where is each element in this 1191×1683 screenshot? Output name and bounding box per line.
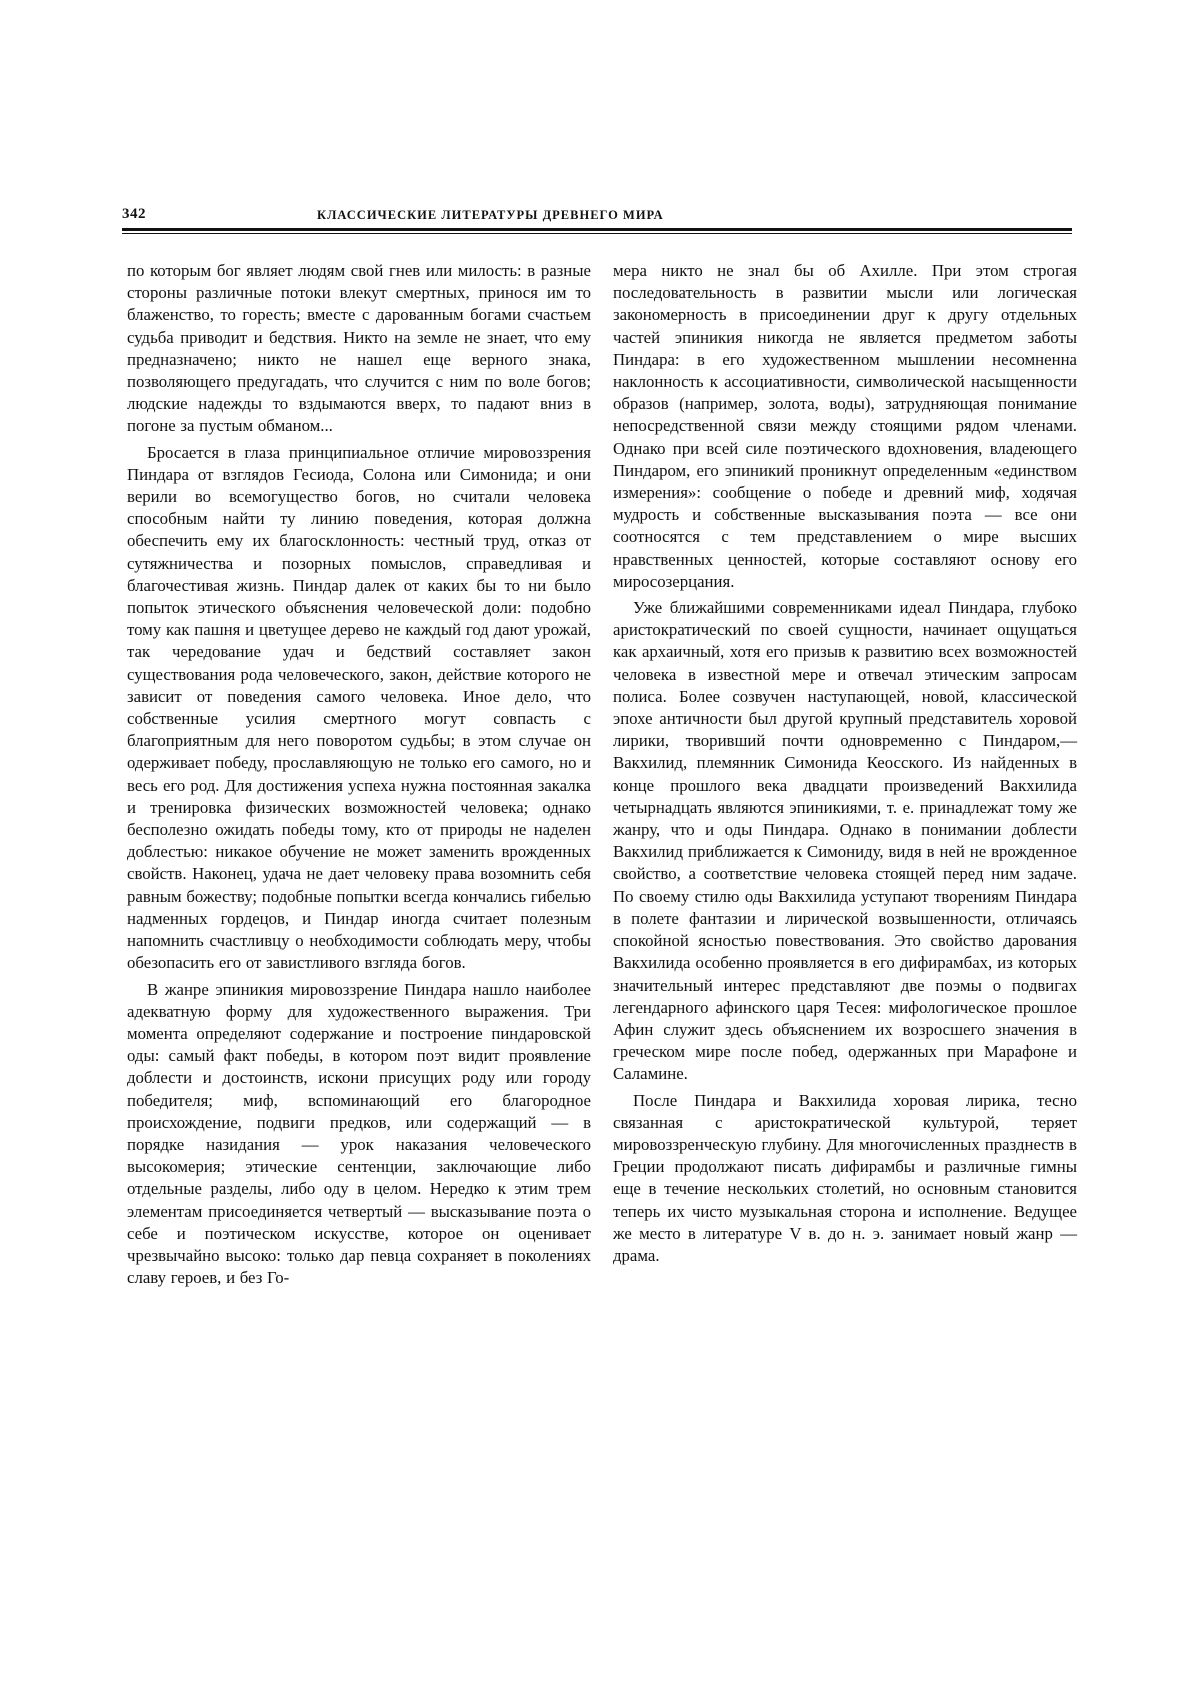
header-rule-thin xyxy=(122,233,1072,234)
paragraph: Бросается в глаза принципиальное отличие мировоззрения Пиндара от взглядов Гесиода, Солона или Симонида; и они верили во всемогущество богов, но считали человека способным найти ту линию поведения, которая должна обеспечить ему их благосклонность: честный труд, отказ от сутяжничества и позорных помыслов, справедливая и благочестивая жизнь. Пиндар далек от каких бы то ни было попыток этического объяснения человеческой доли: подобно тому как пашня и цветущее дерево не каждый год дают урожай, так чередование удач и бедствий составляет закон существования рода человеческого, закон, действие которого не зависит от поведения самого человека. Иное дело, что собственные усилия смертного могут совпасть с благоприятным для него поворотом судьбы; в этом случае он одерживает победу, прославляющую не только его самого, но и весь его род. Для достижения успеха нужна постоянная закалка и тренировка физических возможностей человека; однако бесполезно ожидать победы тому, кто от природы не наделен доблестью: никакое обучение не может заменить врожденных свойств. Наконец, удача не дает человеку права возомнить себя равным божеству; подобные попытки всегда кончались гибелью надменных гордецов, и Пиндар иногда считает полезным напомнить счастливцу о необходимости соблюдать меру, чтобы обезопасить его от завистливого взгляда богов. xyxy=(127,442,591,973)
running-head xyxy=(122,206,1072,228)
paragraph: Уже ближайшими современниками идеал Пиндара, глубоко аристократический по своей сущности, начинает ощущаться как архаичный, хотя его призыв к развитию всех возможностей человека в известной мере и отвечал этическим запросам полиса. Более созвучен наступающей, новой, классической эпохе античности был другой крупный представитель хоровой лирики, творивший почти одновременно с Пиндаром,— Вакхилид, племянник Симонида Кеосского. Из найденных в конце прошлого века двадцати произведений Вакхилида четырнадцать являются эпиникиями, т. е. принадлежат тому же жанру, что и оды Пиндара. Однако в понимании доблести Вакхилид приближается к Симониду, видя в ней не врожденное свойство, а соответствие человека стоящей перед ним задаче. По своему стилю оды Вакхилида уступают творениям Пиндара в полете фантазии и лирической возвышенности, отличаясь спокойной ясностью повествования. Это свойство дарования Вакхилида особенно проявляется в его дифирамбах, из которых значительный интерес представляют две поэмы о подвигах легендарного афинского царя Тесея: мифологическое прошлое Афин служит здесь объяснением их возросшего значения в греческом мире после побед, одержанных при Марафоне и Саламине. xyxy=(613,598,1077,1084)
running-head-title: КЛАССИЧЕСКИЕ ЛИТЕРАТУРЫ ДРЕВНЕГО МИРА xyxy=(317,208,664,222)
paragraph: мера никто не знал бы об Ахилле. При этом строгая последовательность в развитии мысли или логическая закономерность в присоединении друг к другу отдельных частей эпиникия никогда не является предметом заботы Пиндара: в его художественном мышлении несомненна наклонность к ассоциативности, символической насыщенности образов (например, золота, воды), затрудняющая понимание непосредственной связи между стоящими рядом членами. Однако при всей силе поэтического вдохновения, владеющего Пиндаром, его эпиникий проникнут определенным «единством измерения»: сообщение о победе и древний миф, ходячая мудрость и собственные высказывания поэта — все они соотносятся с тем представлением о мире высших нравственных ценностей, которые составляют основу его миросозерцания. xyxy=(613,261,1077,591)
page-number: 342 xyxy=(122,206,146,222)
right-column xyxy=(613,260,1077,1267)
header-rule-thick xyxy=(122,228,1072,231)
paragraph: В жанре эпиникия мировоззрение Пиндара нашло наиболее адекватную форму для художественного выражения. Три момента определяют содержание и построение пиндаровской оды: самый факт победы, в котором поэт видит проявление доблести и достоинств, искони присущих роду или городу победителя; миф, вспоминающий его благородное происхождение, подвиги предков, или содержащий — в порядке назидания — урок наказания человеческого высокомерия; этические сентенции, заключающие либо отдельные разделы, либо оду в целом. Нередко к этим трем элементам присоединяется четвертый — высказывание поэта о себе и поэтическом искусстве, которое он оценивает чрезвычайно высоко: только дар певца сохраняет в поколениях славу героев, и без Го- xyxy=(127,979,591,1288)
paragraph: После Пиндара и Вакхилида хоровая лирика, тесно связанная с аристократической культурой, теряет мировоззренческую глубину. Для многочисленных празднеств в Греции продолжают писать дифирамбы и различные гимны еще в течение нескольких столетий, но основным становится теперь их чисто музыкальная сторона и исполнение. Ведущее же место в литературе V в. до н. э. занимает новый жанр — драма. xyxy=(613,1090,1077,1265)
paragraph: по которым бог являет людям свой гнев или милость: в разные стороны различные потоки влекут смертных, принося им то блаженство, то горесть; вместе с дарованным богами счастьем судьба приводит и бедствия. Никто на земле не знает, что ему предназначено; никто не нашел еще верного знака, позволяющего предугадать, что случится с ним по воле богов; людские надежды то вздымаются вверх, то падают вниз в погоне за пустым обманом... xyxy=(127,261,591,436)
left-column xyxy=(127,260,591,1289)
